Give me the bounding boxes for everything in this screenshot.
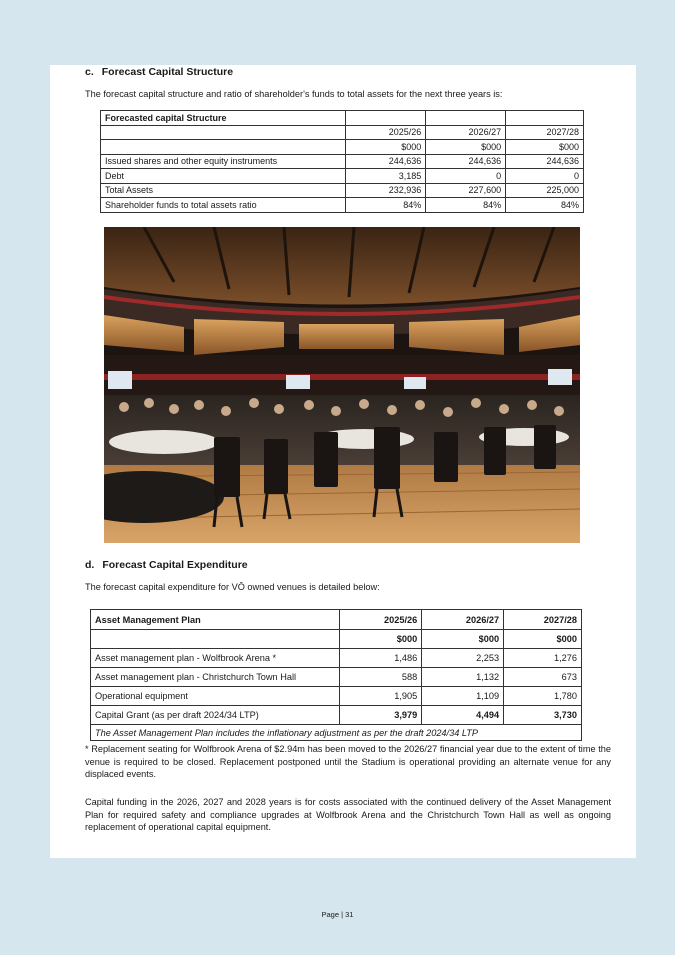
row-label: Total Assets (101, 183, 346, 198)
column-header: 2025/26 (346, 125, 426, 140)
table-row (91, 706, 582, 725)
column-header: 2025/26 (340, 610, 422, 630)
section-c-letter: c. (85, 66, 94, 78)
table-row (91, 687, 582, 706)
cell-value: 227,600 (426, 183, 506, 198)
table-row (101, 111, 584, 126)
cell-value: 4,494 (422, 706, 504, 725)
row-label: Debt (101, 169, 346, 184)
row-label: Asset management plan - Christchurch Town Hall (91, 668, 340, 687)
section-d-title: Forecast Capital Expenditure (102, 559, 248, 571)
row-label: Asset management plan - Wolfbrook Arena * (91, 649, 340, 668)
unit-cell: $000 (340, 630, 422, 649)
cell-value: 3,979 (340, 706, 422, 725)
page-number: Page | 31 (321, 910, 354, 919)
row-label: Operational equipment (91, 687, 340, 706)
cell-value: 1,276 (504, 649, 582, 668)
capital-structure-table (100, 110, 584, 213)
cell-value: 244,636 (346, 154, 426, 169)
conference-hall-photo (104, 227, 580, 543)
table-header-row (91, 610, 582, 630)
cell-value: 244,636 (506, 154, 584, 169)
table-row (91, 668, 582, 687)
table-footnote: The Asset Management Plan includes the inflationary adjustment as per the draft 2024/34 LTP (91, 725, 582, 741)
table-units-row (91, 630, 582, 649)
unit-cell: $000 (426, 140, 506, 155)
row-label: Issued shares and other equity instruments (101, 154, 346, 169)
column-header: 2026/27 (422, 610, 504, 630)
table-header-row (101, 125, 584, 140)
cell-value: 1,780 (504, 687, 582, 706)
section-c-heading (85, 66, 233, 78)
table-row (101, 198, 584, 213)
unit-cell: $000 (504, 630, 582, 649)
unit-cell: $000 (506, 140, 584, 155)
capital-expenditure-table (90, 609, 582, 741)
document-page (50, 65, 636, 858)
cell-value: 84% (426, 198, 506, 213)
column-header: 2027/28 (506, 125, 584, 140)
section-d-intro: The forecast capital expenditure for VŌ owned venues is detailed below: (85, 582, 380, 592)
column-header: 2026/27 (426, 125, 506, 140)
cell-value: 588 (340, 668, 422, 687)
unit-cell: $000 (346, 140, 426, 155)
cell-value: 225,000 (506, 183, 584, 198)
table-title: Forecasted capital Structure (101, 111, 346, 126)
table-row (101, 183, 584, 198)
unit-cell: $000 (422, 630, 504, 649)
cell-value: 1,486 (340, 649, 422, 668)
section-d-letter: d. (85, 559, 95, 571)
cell-value: 3,730 (504, 706, 582, 725)
section-d-heading (85, 559, 248, 571)
capital-funding-note: Capital funding in the 2026, 2027 and 2028 years is for costs associated with the continued delivery of the Asset Management Plan for required safety and compliance upgrades at Wolfbrook Arena and the Christchurch Town Hall as well as ongoing replacement of operational capital equipment. (85, 797, 611, 832)
cell-value: 0 (426, 169, 506, 184)
cell-value: 84% (506, 198, 584, 213)
cell-value: 1,132 (422, 668, 504, 687)
cell-value: 1,905 (340, 687, 422, 706)
cell-value: 3,185 (346, 169, 426, 184)
row-label: Capital Grant (as per draft 2024/34 LTP) (91, 706, 340, 725)
table-row (101, 169, 584, 184)
table-footnote-row (91, 725, 582, 741)
cell-value: 232,936 (346, 183, 426, 198)
cell-value: 1,109 (422, 687, 504, 706)
table-row (101, 154, 584, 169)
cell-value: 0 (506, 169, 584, 184)
section-c-intro: The forecast capital structure and ratio of shareholder's funds to total assets for the next three years is: (85, 89, 503, 99)
cell-value: 2,253 (422, 649, 504, 668)
table-units-row (101, 140, 584, 155)
column-header: 2027/28 (504, 610, 582, 630)
cell-value: 673 (504, 668, 582, 687)
section-c-title: Forecast Capital Structure (101, 66, 234, 78)
row-label: Shareholder funds to total assets ratio (101, 198, 346, 213)
table-row (91, 649, 582, 668)
cell-value: 84% (346, 198, 426, 213)
replacement-seating-note: * Replacement seating for Wolfbrook Arena of $2.94m has been moved to the 2026/27 financial year due to the extent of time the venue is required to be closed. Replacement postponed until the Stadium is operational providing an alternate venue for any displaced events. (85, 744, 611, 779)
cell-value: 244,636 (426, 154, 506, 169)
table-title: Asset Management Plan (91, 610, 340, 630)
